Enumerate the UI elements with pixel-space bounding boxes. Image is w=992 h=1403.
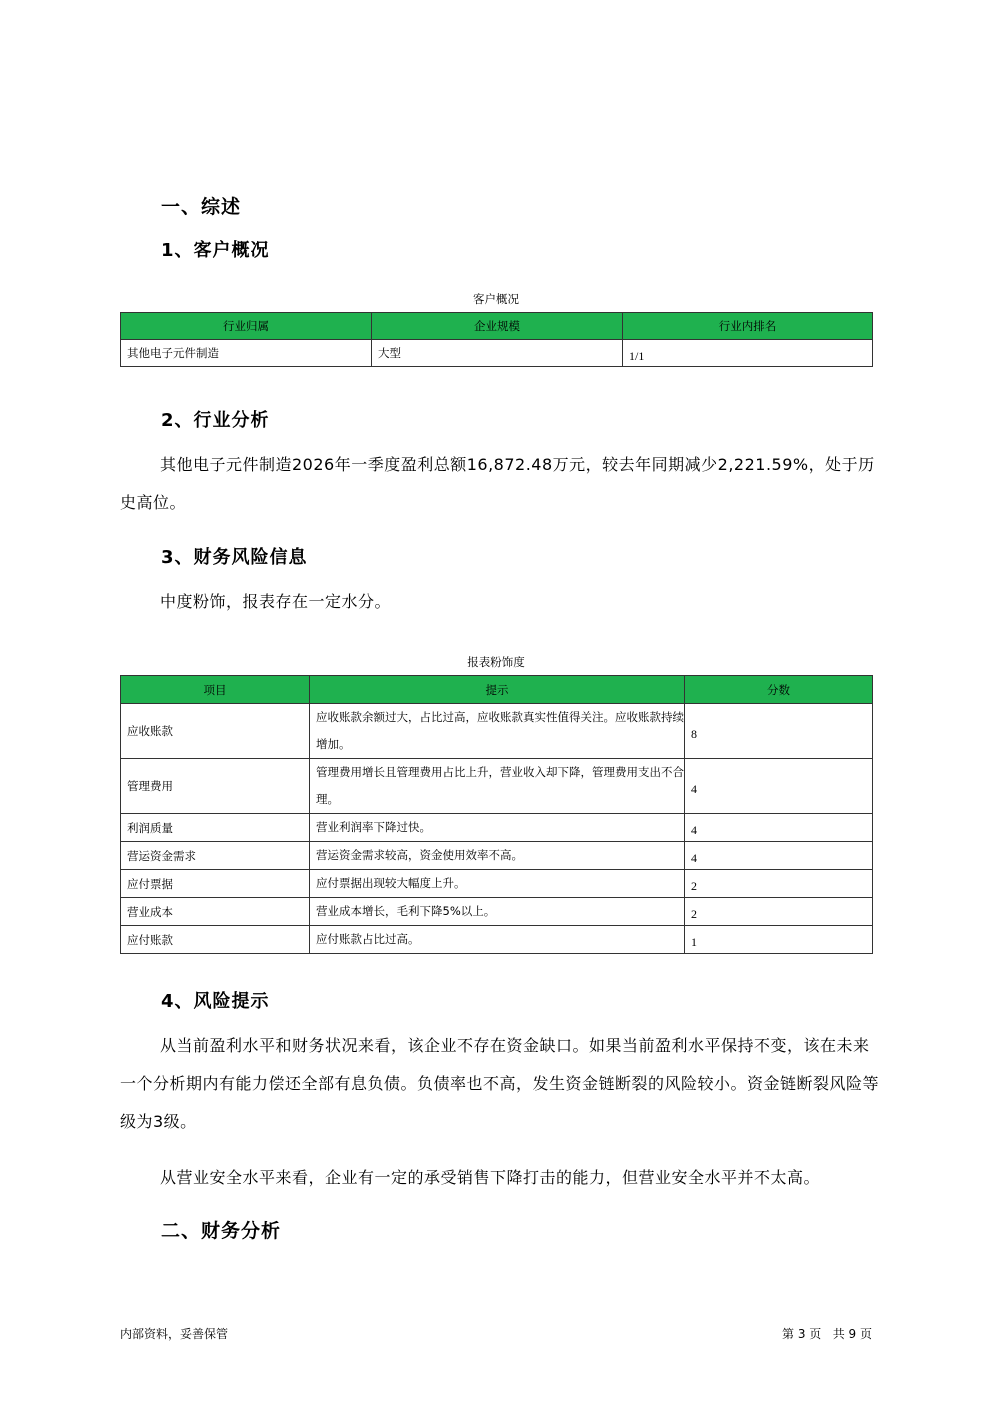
table-cell-tip: 营业成本增长，毛利下降5%以上。 [310,898,685,926]
table-cell-item: 应付票据 [121,870,310,898]
table-row [121,898,873,926]
table-cell-tip: 应付账款占比过高。 [310,926,685,954]
table-row [121,870,873,898]
footer-confidential-note: 内部资料，妥善保管 [120,1327,229,1341]
table-cell-score: 8 [685,704,873,759]
table-header: 企业规模 [372,313,623,340]
table-caption-whitewash: 报表粉饰度 [467,655,525,669]
table-cell-item: 管理费用 [121,759,310,814]
table-cell-score: 2 [685,898,873,926]
table-header: 行业归属 [121,313,372,340]
financial-risk-text: 中度粉饰，报表存在一定水分。 [160,592,392,611]
table-cell: 1/1 [623,340,873,367]
table-cell-item: 应付账款 [121,926,310,954]
risk-warning-paragraph-2: 从营业安全水平来看，企业有一定的承受销售下降打击的能力，但营业安全水平并不太高。 [160,1168,821,1187]
table-cell-tip: 应收账款余额过大，占比过高，应收账款真实性值得关注。应收账款持续增加。 [310,704,685,759]
customer-overview-table [120,312,873,367]
footer-page-number: 第 3 页 共 9 页 [782,1327,872,1341]
table-cell: 大型 [372,340,623,367]
whitewash-table [120,675,873,954]
table-cell-score: 4 [685,842,873,870]
subsection-title-customer: 1、客户概况 [161,240,270,261]
table-cell-item: 营业成本 [121,898,310,926]
subsection-title-financial-risk: 3、财务风险信息 [161,547,308,568]
risk-warning-paragraph-1: 从当前盈利水平和财务状况来看，该企业不存在资金缺口。如果当前盈利水平保持不变，该在未来一个分析期内有能力偿还全部有息负债。负债率也不高，发生资金链断裂的风险较小。资金链断裂风险等级为3级。 [120,1036,880,1131]
table-cell-score: 2 [685,870,873,898]
subsection-title-industry: 2、行业分析 [161,410,270,431]
table-cell-score: 4 [685,759,873,814]
table-cell-tip: 营运资金需求较高，资金使用效率不高。 [310,842,685,870]
table-cell-tip: 营业利润率下降过快。 [310,814,685,842]
table-header: 分数 [685,676,873,704]
table-caption-customer: 客户概况 [473,292,519,306]
subsection-title-risk-warning: 4、风险提示 [161,991,270,1012]
table-header: 提示 [310,676,685,704]
table-cell: 其他电子元件制造 [121,340,372,367]
table-cell-item: 营运资金需求 [121,842,310,870]
table-cell-score: 1 [685,926,873,954]
table-row [121,926,873,954]
table-row [121,704,873,759]
table-row [121,759,873,814]
table-cell-tip: 管理费用增长且管理费用占比上升，营业收入却下降，管理费用支出不合理。 [310,759,685,814]
industry-analysis-text: 其他电子元件制造2026年一季度盈利总额16,872.48万元，较去年同期减少2,221.59%，处于历史高位。 [120,455,875,512]
section-title-financial-analysis: 二、财务分析 [161,1220,282,1242]
table-cell-tip: 应付票据出现较大幅度上升。 [310,870,685,898]
table-row [121,814,873,842]
section-title-overview: 一、综述 [161,196,242,218]
table-cell-item: 应收账款 [121,704,310,759]
table-cell-score: 4 [685,814,873,842]
table-row [121,842,873,870]
table-header: 项目 [121,676,310,704]
table-cell-item: 利润质量 [121,814,310,842]
table-header: 行业内排名 [623,313,873,340]
